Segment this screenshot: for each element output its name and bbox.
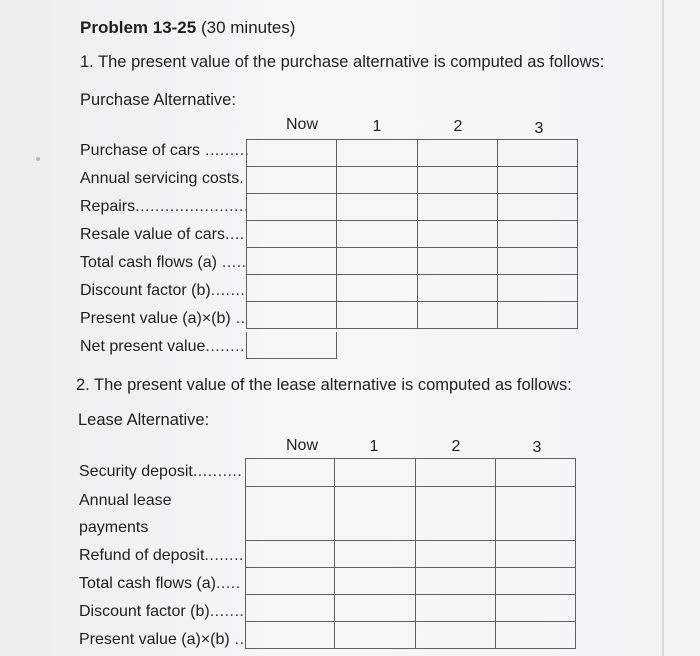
purchase-row-label: Discount factor (b).......	[80, 282, 246, 299]
grid-cell[interactable]	[337, 140, 418, 167]
purchase-col-2: 2	[453, 118, 463, 135]
grid-cell[interactable]	[496, 595, 576, 622]
lease-col-1: 1	[369, 438, 379, 455]
purchase-col-now: Now	[285, 116, 318, 133]
table-row	[247, 302, 578, 329]
lease-row-label: Discount factor (b).......	[79, 603, 245, 620]
grid-cell[interactable]	[335, 622, 416, 649]
grid-cell[interactable]	[418, 194, 498, 221]
table-row	[247, 221, 578, 248]
page-edge-line	[662, 0, 664, 656]
purchase-alternative-heading: Purchase Alternative:	[80, 91, 236, 109]
grid-cell[interactable]	[418, 167, 498, 194]
table-row	[246, 622, 576, 649]
table-row	[247, 194, 578, 221]
grid-cell[interactable]	[418, 302, 498, 329]
grid-cell[interactable]	[247, 140, 337, 167]
grid-cell[interactable]	[337, 167, 418, 194]
grid-cell[interactable]	[496, 541, 576, 568]
grid-cell[interactable]	[498, 167, 578, 194]
grid-cell[interactable]	[498, 140, 578, 167]
part2-intro: 2. The present value of the lease alternative is computed as follows:	[76, 376, 572, 394]
lease-row-label: Present value (a)×(b) ..	[79, 631, 245, 648]
grid-cell[interactable]	[246, 541, 335, 568]
table-row	[247, 167, 578, 194]
purchase-row-label: Annual servicing costs.	[80, 170, 244, 187]
grid-cell[interactable]	[498, 248, 578, 275]
table-row	[246, 459, 576, 487]
grid-cell[interactable]	[335, 459, 416, 487]
table-row	[247, 332, 337, 359]
problem-number: Problem 13-25	[80, 18, 197, 37]
table-row	[247, 140, 578, 167]
grid-cell[interactable]	[416, 595, 496, 622]
purchase-row-label: Net present value........	[80, 338, 245, 355]
grid-cell[interactable]	[335, 595, 416, 622]
grid-cell[interactable]	[247, 275, 337, 302]
table-row	[247, 275, 578, 302]
table-row	[246, 595, 576, 622]
lease-row-label: Total cash flows (a).....	[79, 575, 241, 592]
grid-cell[interactable]	[418, 221, 498, 248]
grid-cell[interactable]	[416, 568, 496, 595]
grid-cell[interactable]	[496, 487, 576, 541]
purchase-row-label: Present value (a)×(b) ..	[80, 310, 246, 327]
grid-cell[interactable]	[335, 568, 416, 595]
grid-cell[interactable]	[498, 302, 578, 329]
grid-cell[interactable]	[337, 275, 418, 302]
purchase-col-1: 1	[372, 118, 382, 135]
grid-cell[interactable]	[247, 194, 337, 221]
purchase-col-3: 3	[534, 120, 544, 137]
grid-cell[interactable]	[496, 568, 576, 595]
lease-alternative-heading: Lease Alternative:	[78, 411, 210, 429]
purchase-grid	[246, 139, 578, 329]
grid-cell[interactable]	[246, 622, 335, 649]
lease-row-label: Security deposit..........	[79, 463, 243, 480]
grid-cell[interactable]	[416, 541, 496, 568]
grid-cell[interactable]	[416, 459, 496, 487]
table-row	[246, 541, 576, 568]
problem-title	[80, 18, 295, 38]
grid-cell[interactable]	[337, 302, 418, 329]
table-row	[247, 248, 578, 275]
grid-cell[interactable]	[246, 487, 335, 541]
grid-cell[interactable]	[496, 459, 576, 487]
purchase-row-label: Repairs.......................	[80, 198, 249, 215]
net-present-value-cell	[246, 332, 337, 359]
lease-row-label: payments	[79, 519, 149, 536]
table-row	[246, 568, 576, 595]
grid-cell[interactable]	[247, 302, 337, 329]
lease-row-label: Annual lease	[79, 492, 172, 509]
grid-cell[interactable]	[498, 221, 578, 248]
grid-cell[interactable]	[418, 140, 498, 167]
grid-cell[interactable]	[335, 541, 416, 568]
grid-cell[interactable]	[246, 595, 335, 622]
lease-col-2: 2	[451, 438, 461, 455]
lease-col-3: 3	[532, 439, 542, 456]
grid-cell[interactable]	[337, 194, 418, 221]
table-row	[246, 487, 576, 541]
grid-cell[interactable]	[337, 221, 418, 248]
lease-row-label: Refund of deposit........	[79, 547, 244, 564]
grid-cell[interactable]	[247, 221, 337, 248]
grid-cell[interactable]	[418, 248, 498, 275]
grid-cell[interactable]	[335, 487, 416, 541]
purchase-row-label: Total cash flows (a) .....	[80, 254, 247, 271]
part1-intro: 1. The present value of the purchase alternative is computed as follows:	[80, 53, 605, 71]
grid-cell[interactable]	[496, 622, 576, 649]
lease-grid	[245, 458, 576, 649]
grid-cell[interactable]	[418, 275, 498, 302]
problem-time: (30 minutes)	[196, 18, 296, 37]
grid-cell[interactable]	[498, 275, 578, 302]
grid-cell[interactable]	[416, 487, 496, 541]
grid-cell[interactable]	[416, 622, 496, 649]
grid-cell[interactable]	[247, 167, 337, 194]
purchase-row-label: Purchase of cars .........	[80, 142, 250, 159]
purchase-row-label: Resale value of cars....	[80, 226, 245, 243]
lease-col-now: Now	[285, 437, 318, 454]
grid-cell[interactable]	[247, 332, 337, 359]
grid-cell[interactable]	[246, 459, 335, 487]
paper-mark	[36, 157, 40, 161]
grid-cell[interactable]	[246, 568, 335, 595]
grid-cell[interactable]	[498, 194, 578, 221]
grid-cell[interactable]	[247, 248, 337, 275]
grid-cell[interactable]	[337, 248, 418, 275]
